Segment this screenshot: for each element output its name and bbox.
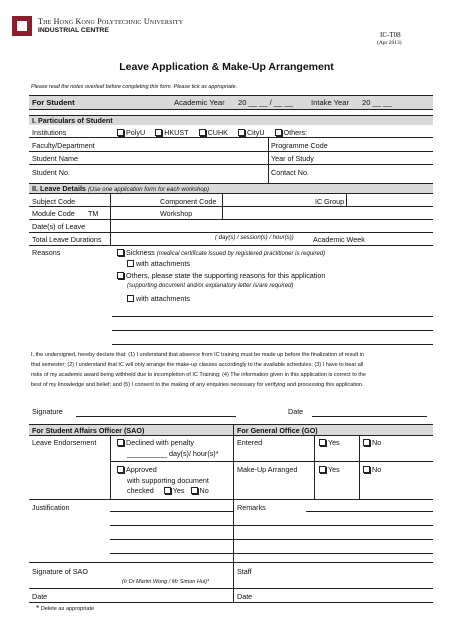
intake-year-label: Intake Year [311,98,350,107]
justification-line [110,553,233,554]
justification-line [110,539,233,540]
rule [29,109,433,110]
checkbox-icon [117,249,124,256]
total-duration-units: ( day(s) / session(s) / hour(s)) [215,235,294,241]
leave-heading-row [32,184,209,193]
divider [346,193,347,206]
institution-option-cuhk[interactable] [199,128,228,137]
go-date-label: Date [237,592,253,601]
total-duration-label: Total Leave Durations [32,235,102,244]
rule [29,562,433,563]
others-option[interactable] [117,271,325,280]
faculty-label: Faculty/Department [32,141,95,150]
institution-checkboxes [117,128,315,137]
approved-option[interactable] [117,465,157,474]
checkbox-icon [117,272,124,279]
university-name: The Hong Kong Polytechnic University [38,17,184,26]
rule [29,245,433,246]
checkbox-icon [117,466,124,473]
institution-option-polyu[interactable] [117,128,145,137]
subject-code-label: Subject Code [32,197,76,206]
staff-label: Staff [237,567,252,576]
checkbox-icon [117,129,124,136]
intake-year-field[interactable]: 20 __ __ [362,98,392,107]
remarks-line [306,511,433,512]
option-label: CUHK [207,128,228,137]
rule [29,151,433,152]
rule [29,602,433,603]
option-label: No [372,438,382,447]
contact-no-label: Contact No. [271,168,309,177]
polyu-logo [10,14,34,38]
declaration-line-3: risks of my academic award being withheld due to incompletion of IC Training; (4) The information given in this application is correct to the [31,372,366,378]
leave-heading-note: (Use one application form for each workshop) [87,187,209,193]
date-label: Date [288,407,304,416]
sao-date-label: Date [32,592,48,601]
remarks-line [233,553,433,554]
student-no-label: Student No. [32,168,70,177]
checkbox-icon [238,129,245,136]
checked-yes-option[interactable] [164,486,185,495]
module-code-label: Module Code [32,209,75,218]
others-note: (supporting document and/or explanatory letter is/are required) [127,283,294,289]
justification-line [110,511,233,512]
checkbox-icon [127,260,134,267]
rule [29,232,433,233]
divider [359,435,360,499]
declaration-line-2: that semester; (2) I understand that IC will only arrange the make-up classes accordingly to the available schedules; (3) I have to bear all [31,362,364,368]
notes-text: Please read the notes overleaf before completing this form. Please tick as appropriate. [31,84,238,90]
divider [110,193,111,245]
option-label: Others: [283,128,308,137]
checkbox-icon [319,439,326,446]
rule [29,137,433,138]
rule [29,588,433,589]
academic-week-label: Academic Week [313,235,365,244]
option-label: PolyU [126,128,146,137]
workshop-label: Workshop [160,209,193,218]
rule [29,193,433,194]
programme-code-label: Programme Code [271,141,328,150]
rule [29,219,433,220]
institutions-label: Institutions [32,128,67,137]
option-label: Others, please state the supporting reasons for this application [126,271,326,280]
checked-label: checked [127,486,154,495]
option-label: Declined with penalty [126,438,194,447]
rule [29,206,433,207]
date-line[interactable] [312,416,427,417]
institution-option-others[interactable] [275,128,308,137]
justification-line [110,525,233,526]
footnote-text: Delete as appropriate [40,606,95,612]
ic-group-label: IC Group [315,197,345,206]
option-label: CityU [246,128,265,137]
option-label: No [372,465,382,474]
go-heading: For General Office (GO) [237,426,318,435]
year-of-study-label: Year of Study [271,154,314,163]
divider [268,137,269,183]
checked-row [127,486,209,495]
signature-label: Signature [32,407,63,416]
institution-option-hkust[interactable] [155,128,188,137]
signature-line[interactable] [76,416,236,417]
entered-label: Entered [237,438,263,447]
rule [29,95,433,96]
checkbox-icon [363,466,370,473]
entered-no-option[interactable] [363,438,381,447]
declaration-line-4: best of my knowledge and belief; and (5) I consent to the making of any enquiries necessary for verifying and processing this application. [31,382,364,388]
entered-yes-option[interactable] [319,438,340,447]
sickness-note: (medical certificate issued by registered practitioner is required) [156,251,326,257]
supporting-document-label: with supporting document [127,476,209,485]
with-attachments-option-2[interactable] [127,294,190,303]
declined-option[interactable] [117,438,194,447]
academic-year-label: Academic Year [174,98,225,107]
reason-line [112,344,433,345]
divider [222,193,223,219]
option-label: No [199,486,209,495]
checkbox-icon [164,487,171,494]
justification-label: Justification [32,503,70,512]
declaration-line-1: I, the undersigned, hereby declare that: (1) I understand that absence from IC training must be made up before the finalization of result in [31,352,364,358]
rule [29,164,433,165]
particulars-heading: I. Particulars of Student [32,116,113,125]
option-label: Approved [126,465,157,474]
option-label: Yes [328,438,340,447]
checkbox-icon [117,439,124,446]
student-name-label: Student Name [32,154,78,163]
academic-year-field[interactable]: 20 __ __ / __ __ [238,98,293,107]
module-code-value[interactable]: TM [88,209,99,218]
remarks-line [233,525,433,526]
footnote [36,604,94,613]
checkbox-icon [191,487,198,494]
sao-heading: For Student Affairs Officer (SAO) [32,426,145,435]
makeup-no-option[interactable] [363,465,381,474]
sao-signature-label: Signature of SAO [32,567,88,576]
option-label: HKUST [164,128,189,137]
sao-officers: (Ir Dr Martin Wong / Mr Simon Hui)* [122,579,210,585]
rule [233,461,433,462]
footnote-mark: * [36,604,40,613]
reason-line [112,330,433,331]
rule [29,499,433,500]
centre-name: INDUSTRIAL CENTRE [38,27,109,34]
for-student-label: For Student [32,98,75,107]
rule [29,424,433,425]
reasons-label: Reasons [32,248,61,257]
checkbox-icon [363,439,370,446]
institution-option-cityu[interactable] [238,128,265,137]
divider [110,435,111,499]
dates-label: Date(s) of Leave [32,222,86,231]
divider [314,435,315,499]
component-code-label: Component Code [160,197,217,206]
makeup-yes-option[interactable] [319,465,340,474]
checkbox-icon [155,129,162,136]
option-label: Yes [172,486,185,495]
declined-units[interactable]: __________ day(s)/ hour(s)* [127,449,219,458]
form-date: (Apr 2013) [377,40,402,46]
rule [29,435,433,436]
checkbox-icon [275,129,282,136]
leave-heading: II. Leave Details [32,184,86,193]
option-label: with attachments [136,294,190,303]
checkbox-icon [127,295,134,302]
checked-no-option[interactable] [191,486,209,495]
with-attachments-option[interactable] [127,259,190,268]
option-label: Yes [328,465,340,474]
sickness-option[interactable] [117,248,325,257]
leave-endorsement-label: Leave Endorsement [32,438,97,447]
divider [233,424,234,602]
reason-line [112,316,433,317]
form-code: IC-T08 [380,31,401,39]
page-title: Leave Application & Make-Up Arrangement [119,61,334,73]
checkbox-icon [319,466,326,473]
rule [110,461,233,462]
option-label: with attachments [136,259,190,268]
remarks-line [233,539,433,540]
makeup-label: Make-Up Arranged [237,465,298,474]
checkbox-icon [199,129,206,136]
remarks-label: Remarks [237,503,266,512]
option-label: Sickness [126,248,155,257]
